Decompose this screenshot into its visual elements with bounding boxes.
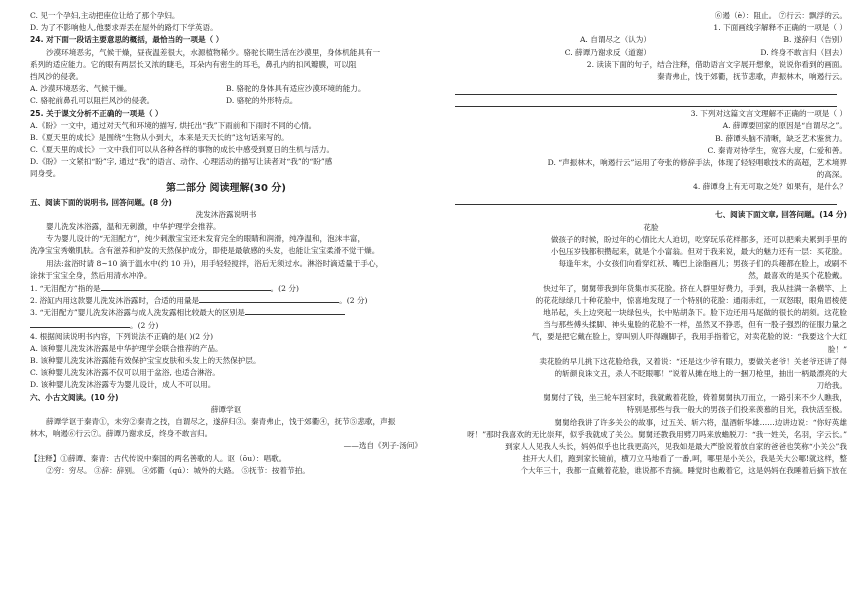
- q24-option-a: A. 沙漠环境恶劣、气候干燥。: [30, 84, 132, 94]
- q23-option: D. 为了不影响他人,他要求弄丢在屋外的路灯下学英语。: [30, 23, 218, 33]
- q25-option: B.《夏天里的成长》是围绕“生物从小到大，本来是天天长的”这句话来写的。: [30, 132, 289, 142]
- s5-q4-option: B. 该种婴儿洗发沐浴露能有效保护宝宝皮肤和头发上的天然保护层。: [30, 356, 261, 366]
- section5-body-line: 用法:盆浴时请 8~10 滴于温水中(约 10 升)，用手轻轻搅拌，浴后无须过水。淋浴时滴适量于手心，: [46, 258, 384, 268]
- answer-blank[interactable]: [245, 306, 345, 315]
- section7-body-line: 的斩颜良诛文丑，杀人不眨眼哪！”说着从摊在地上的一捆刀枪里，抽出一柄最漂亮的大: [554, 368, 847, 378]
- q24-passage-line: 系列的适应能力。它的眼有两层长又浓的睫毛，耳朵内有密生的耳毛，鼻孔内的扣风瓣膜，可以阻: [30, 59, 357, 69]
- q25-option: 同身受。: [30, 169, 61, 179]
- q25-option: C.《夏天里的成长》一文中我们可以从各种各样的事物的成长中感受到夏日的生机与活力。: [30, 145, 335, 155]
- answer-line[interactable]: [455, 86, 837, 95]
- s6-q1-option-d: D. 终身不敢言归（回去）: [760, 47, 847, 57]
- q25-option: A.《盼》一文中，通过对天气和环境的描写, 烘托出“我”下雨前和下雨时不同的心情。: [30, 120, 317, 130]
- section6-heading: 六、小古文阅读。(10 分): [30, 392, 119, 402]
- s5-q4-option: D. 该种婴儿洗发沐浴露专为婴儿设计，成人不可以用。: [30, 380, 216, 390]
- q23-option: C. 见一个孕妇,主动把座位让给了那个孕妇。: [30, 11, 180, 20]
- s6-q4-stem: 4. 薛谭身上有无可取之处？如果有，是什么？: [693, 182, 847, 192]
- s5-question-3: 3. “无泪配方”婴儿洗发沐浴露与成人洗发露相比较最大的区别是: [30, 306, 422, 318]
- answer-blank[interactable]: [30, 319, 130, 328]
- s5-q4-option: C. 该种婴儿洗发沐浴露不仅可以用于盆浴, 也适合淋浴。: [30, 368, 220, 378]
- section6-source: ——选自《列子·汤问》: [343, 441, 422, 451]
- section7-body-line: 呀！”那时我喜欢的无比崇拜，似乎我就成了关公。舅舅还教我用劈刀吗来放蟾脱刀：“我一姓关，名羽，字云长。”: [467, 429, 847, 439]
- section7-body-line: 特别是那些与我一般大的男孩子们投来羡慕的目光，我快活至极。: [626, 405, 847, 415]
- section7-body-line: 个大年三十，我都一直戴着花脸，谁说都不肯摘。睡觉时也戴着它，这是妈妈在我睡着后摘下放在: [520, 466, 847, 476]
- s6-q1-option-c: C. 薛谭乃谢求反（道谢）: [564, 47, 651, 57]
- section6-note: 【注释】①薛谭、秦青：古代传说中秦国的两名善歌的人。讴（ōu）：唱歌。: [30, 453, 287, 463]
- s5-question-1: 1. “无泪配方”指的是 。(2 分): [30, 283, 299, 293]
- section5-body-line: 专为婴儿设计的“无泪配方”，纯少刺激宝宝还未发育完全的眼睛和润滑，纯净温和，泡沫丰富，: [46, 234, 366, 244]
- part2-title: 第二部分 阅读理解(30 分): [165, 182, 287, 194]
- q24-option-c: C. 骆驼前鼻孔可以阻拦风沙的侵袭。: [30, 96, 155, 106]
- s6-q2-quote: 秦青弗止，饯于郊衢，抚节悲歌，声振林木，响遏行云。: [657, 71, 847, 81]
- section7-heading: 七、阅读下面文章, 回答问题。(14 分): [715, 210, 847, 220]
- right-column: [455, 10, 847, 478]
- q24-option-d: D. 骆驼的外形特点。: [226, 96, 298, 106]
- answer-line[interactable]: [455, 196, 837, 205]
- q25-stem: 25. 关于课文分析不正确的一项是（ ）: [30, 108, 163, 118]
- s6-q1-stem: 1. 下面画线字解释不正确的一项是（ ）: [713, 23, 847, 33]
- s6-q3-option: A. 薛谭要回家的原因是“自谓尽之”。: [722, 121, 847, 131]
- s5-question-4-stem: 4. 根据阅读说明书内容，下列说法不正确的是( )(2 分): [30, 331, 214, 341]
- section7-body-line: 地吊起，头上边突起一块绿包头，长中贴胡条下。脸下边还用马尾做的很长的胡须。这花脸: [543, 307, 847, 317]
- section5-body-line: 洗净宝宝秀嫩肌肤。含有滋养和护发的天然保护成分，即使是最敏感的头发，也能让宝宝柔滑不觉干燥。: [30, 246, 380, 256]
- q24-option-b: B. 骆驼的身体具有适应沙漠环境的能力。: [226, 84, 366, 94]
- s5-question-2: 2. 浴缸内用这款婴儿洗发沐浴露时，合适的用量是 。(2 分): [30, 296, 368, 306]
- section7-body-line: 挂开大人们，跑到家长镜前，横刀立马地看了一番,呵，哪里是小关公，我是关大公哪!就这样，整: [522, 454, 847, 464]
- s6-q1-option-b: B. 遂辞归（告别）: [783, 35, 847, 45]
- q24-stem: 24. 对下面一段话主要意思的概括，最恰当的一项是（ ）: [30, 35, 224, 45]
- q24-passage-line: 挡风沙的侵袭。: [30, 71, 84, 81]
- answer-blank[interactable]: [199, 294, 339, 303]
- s6-q3-option: C. 秦青对待学生，宽容大度，仁爱和善。: [707, 145, 847, 155]
- answer-line[interactable]: [455, 98, 837, 107]
- s6-q2-stem: 2. 读读下面的句子，结合注释，借助语言文字展开想象，说说你看到的画面。: [586, 59, 847, 69]
- answer-blank[interactable]: [101, 282, 271, 291]
- section7-body-line: 舅舅给我讲了许多关公的故事，过五关、斩六将，温酒斩华雄……边讲边说：“你好英雄: [554, 417, 847, 427]
- q25-option: D.《盼》一文紧扣“盼”字, 通过“我”的语言、动作、心理活动的描写让读者对“我”的“盼”感: [30, 157, 333, 167]
- section7-body-line: 刀给我。: [816, 381, 847, 391]
- section7-body-line: 气，要是把它戴在脸上，穿叫别人吓得蹦脚子，我用手指着它，对卖花脸的说：“我要这个大红: [531, 332, 847, 342]
- section7-body-line: 脸！”: [827, 344, 847, 354]
- section6-body-line: 薛谭学讴于秦青①，未穷②秦青之技，自谓尽之，遂辞归③。秦青弗止，饯于郊衢④，抚节⑤悲歌，声振: [46, 417, 396, 426]
- s6-q3-option: 的高深。: [816, 170, 847, 180]
- s6-q1-options-row: [455, 47, 847, 59]
- s6-q3-option: D. “声振林木，响遏行云”运用了夸张的修辞手法，体现了轻轻唱歌技术的高超，艺术境界: [547, 157, 847, 167]
- section5-body-line: 婴儿洗发沐浴露，温和无刺激，中华护理学会推荐。: [46, 222, 221, 231]
- section7-body-line: 做孩子的时候，盼过年的心情比大人迫切，吃穿玩乐花样都多，还可以把乘夫累到手里的: [550, 234, 847, 244]
- section6-note: ⑥遏（è）：阻止。 ⑦行云：飘浮的云。: [714, 11, 847, 20]
- section6-note: ②穷：穷尽。 ③辞：辞别。 ④郊衢（qú）：城外的大路。 ⑤抚节：按着节拍。: [46, 465, 310, 475]
- s6-q3-option: B. 薛谭头脑不清晰，缺乏艺术鉴赏力。: [715, 133, 847, 143]
- section7-body-line: 每逢年末，小女孩们向看穿红袄、嘴巴上涂脂画儿；男孩子们的兵趣都在脸上，或刷不: [558, 259, 847, 269]
- s5-q4-option: A. 该种婴儿洗发沐浴露是中华护理学会联合推荐的产品。: [30, 343, 223, 353]
- section7-title: 花脸: [643, 222, 659, 232]
- section7-body-line: 舅舅付了钱，坐三轮车回家时，我就戴着花脸，倚着舅舅执刀而立，一路引来不少人瞧我，: [543, 393, 847, 403]
- s6-q1-option-a: A. 自谓尽之（认为）: [579, 35, 651, 45]
- s5-question-3-continued: 。(2 分): [30, 319, 422, 331]
- section7-body-line: 快过年了，舅舅带我到年货集市买花脸。挤在人群里好费力，手到，我从挂满一条横竿、上: [543, 283, 847, 293]
- left-column: [30, 10, 422, 477]
- section5-heading: 五、阅读下面的说明书, 回答问题。(8 分): [30, 197, 172, 207]
- s6-q3-stem: 3. 下列对这篇文言文理解不正确的一项是（ ）: [690, 109, 847, 119]
- section6-body-line: 林木，响遏⑥行云⑦。薛谭乃谢求反，终身不敢言归。: [30, 429, 213, 439]
- section7-body-line: 然，最喜欢的是买个花脸戴。: [748, 271, 847, 281]
- section7-body-line: 小包压岁钱都积攒起来，就是个小富翁。但对于我来说，最大的魅力还有一层：买花脸。: [550, 247, 847, 256]
- s6-q1-options-row: [455, 34, 847, 46]
- q24-options-row: [30, 95, 422, 107]
- section6-title: 薛谭学讴: [210, 404, 242, 414]
- q24-passage-line: 沙漠环境恶劣，气候干燥，昼夜温差很大，水源植物稀少。骆驼长期生活在沙漠里，身体机能具有一: [46, 47, 381, 57]
- q24-options-row: [30, 83, 422, 95]
- section5-title: 洗发沐浴露说明书: [195, 209, 257, 219]
- section7-body-line: 的花花绿绿几十种花脸中，惊喜地发现了一个特别的花脸：通雨赤红，一双怒眼，眼角眉棱使: [535, 295, 847, 305]
- section5-body-line: 涂抹于宝宝全身，然后用清水冲净。: [30, 270, 152, 280]
- section7-body-line: 当与那些傅头揉脚、神头鬼脸的花脸不一样，虽然叉不狰恶，但有一股子强烈的征服力量之: [543, 320, 847, 330]
- section7-body-line: 到家人人见我人头长，妈妈似乎也比我更高兴，见我如是最大严脸说着放自家的爸爸也笑称“小关公”我: [505, 442, 847, 451]
- section7-body-line: 卖花脸的早儿挑下这花脸给我，又着说：“还是这少爷有眼力，要做关老爷！关老爷还讲了得: [539, 356, 847, 366]
